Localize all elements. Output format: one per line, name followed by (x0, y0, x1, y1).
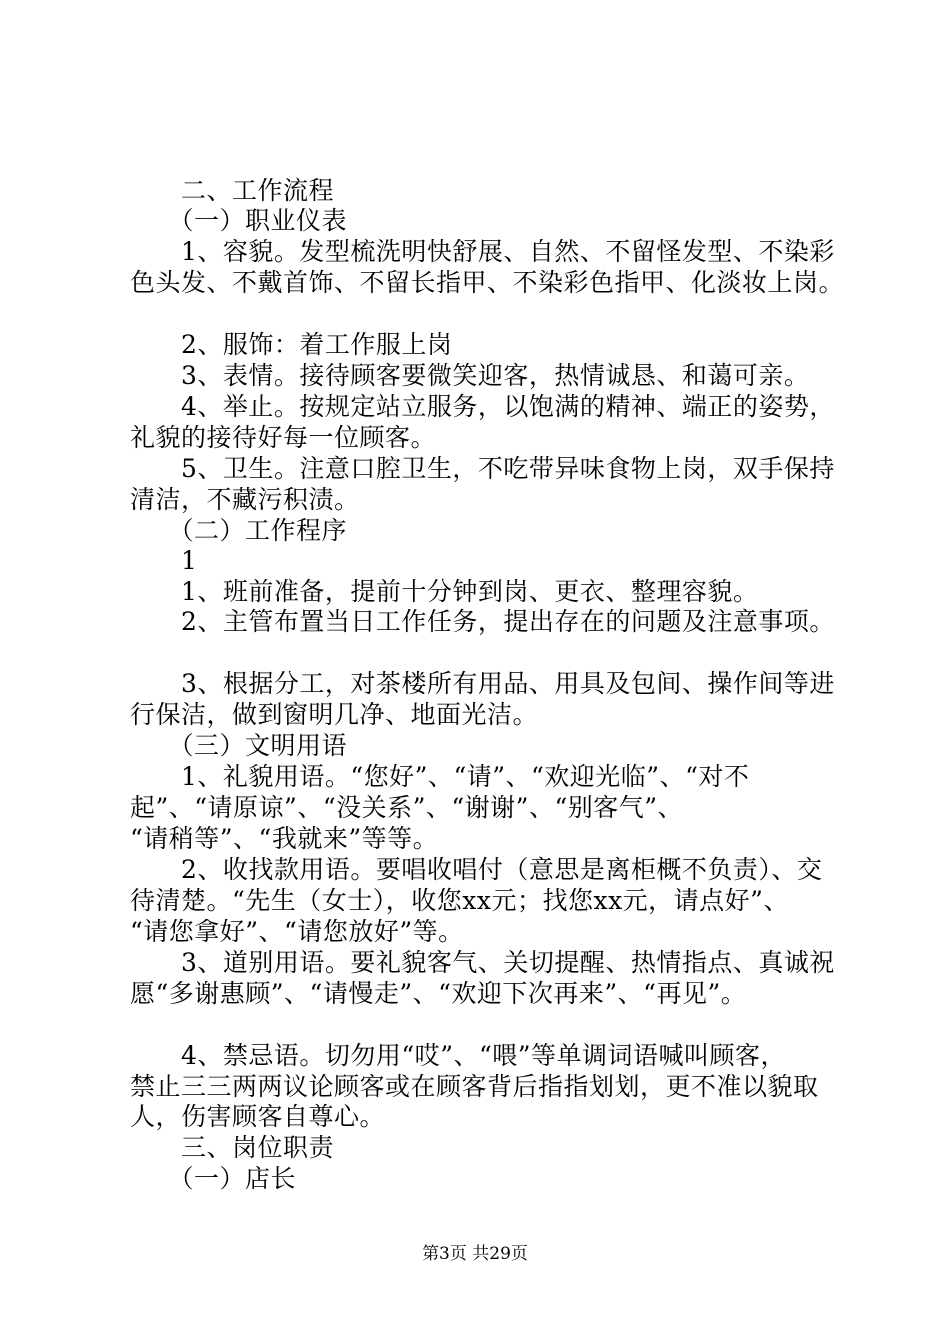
text-line: 1、容貌。发型梳洗明快舒展、自然、不留怪发型、不染彩 (130, 237, 835, 266)
text-line: 2、服饰：着工作服上岗 (130, 330, 453, 359)
page-footer: 第3页 共29页 (422, 1244, 528, 1264)
text-line: 礼貌的接待好每一位顾客。 (130, 423, 437, 452)
text-line: 4、举止。按规定站立服务，以饱满的精神、端正的姿势， (130, 392, 835, 421)
text-line: 1、礼貌用语。“您好”、“请”、“欢迎光临”、“对不 (130, 762, 750, 791)
text-line: 人，伤害顾客自尊心。 (130, 1102, 386, 1131)
text-line: 禁止三三两两议论顾客或在顾客背后指指划划，更不准以貌取 (130, 1072, 819, 1101)
text-line: 5、卫生。注意口腔卫生，不吃带异味食物上岗，双手保持 (130, 454, 835, 483)
text-line: 愿“多谢惠顾”、“请慢走”、“欢迎下次再来”、“再见”。 (130, 979, 747, 1008)
text-line: 3、表情。接待顾客要微笑迎客，热情诚恳、和蔼可亲。 (130, 361, 810, 390)
text-line: 2、收找款用语。要唱收唱付（意思是离柜概不负责）、交 (130, 855, 823, 884)
text-line: “请稍等”、“我就来”等等。 (130, 824, 439, 853)
text-line: 起”、“请原谅”、“没关系”、“谢谢”、“别客气”、 (130, 793, 684, 822)
text-line: “请您拿好”、“请您放好”等。 (130, 917, 464, 946)
text-line: 二、工作流程 (130, 176, 335, 205)
text-line: 1 (130, 546, 198, 575)
text-line: 1、班前准备，提前十分钟到岗、更衣、整理容貌。 (130, 577, 759, 606)
text-line: 待清楚。“先生（女士），收您xx元；找您xx元，请点好”、 (130, 886, 789, 915)
text-line: 三、岗位职责 (130, 1133, 335, 1162)
text-line: （三）文明用语 (130, 731, 348, 760)
text-line: 清洁，不藏污积渍。 (130, 485, 360, 514)
text-line: 2、主管布置当日工作任务，提出存在的问题及注意事项。 (130, 607, 835, 636)
text-line: （二）工作程序 (130, 516, 348, 545)
text-line: 行保洁，做到窗明几净、地面光洁。 (130, 700, 539, 729)
text-line: 4、禁忌语。切勿用“哎”、“喂”等单调词语喊叫顾客， (130, 1041, 787, 1070)
text-line: （一）职业仪表 (130, 206, 348, 235)
text-line: 3、道别用语。要礼貌客气、关切提醒、热情指点、真诚祝 (130, 948, 835, 977)
text-line: 色头发、不戴首饰、不留长指甲、不染彩色指甲、化淡妆上岗。 (130, 268, 845, 297)
text-line: 3、根据分工，对茶楼所有用品、用具及包间、操作间等进 (130, 669, 835, 698)
text-line: （一）店长 (130, 1164, 297, 1193)
